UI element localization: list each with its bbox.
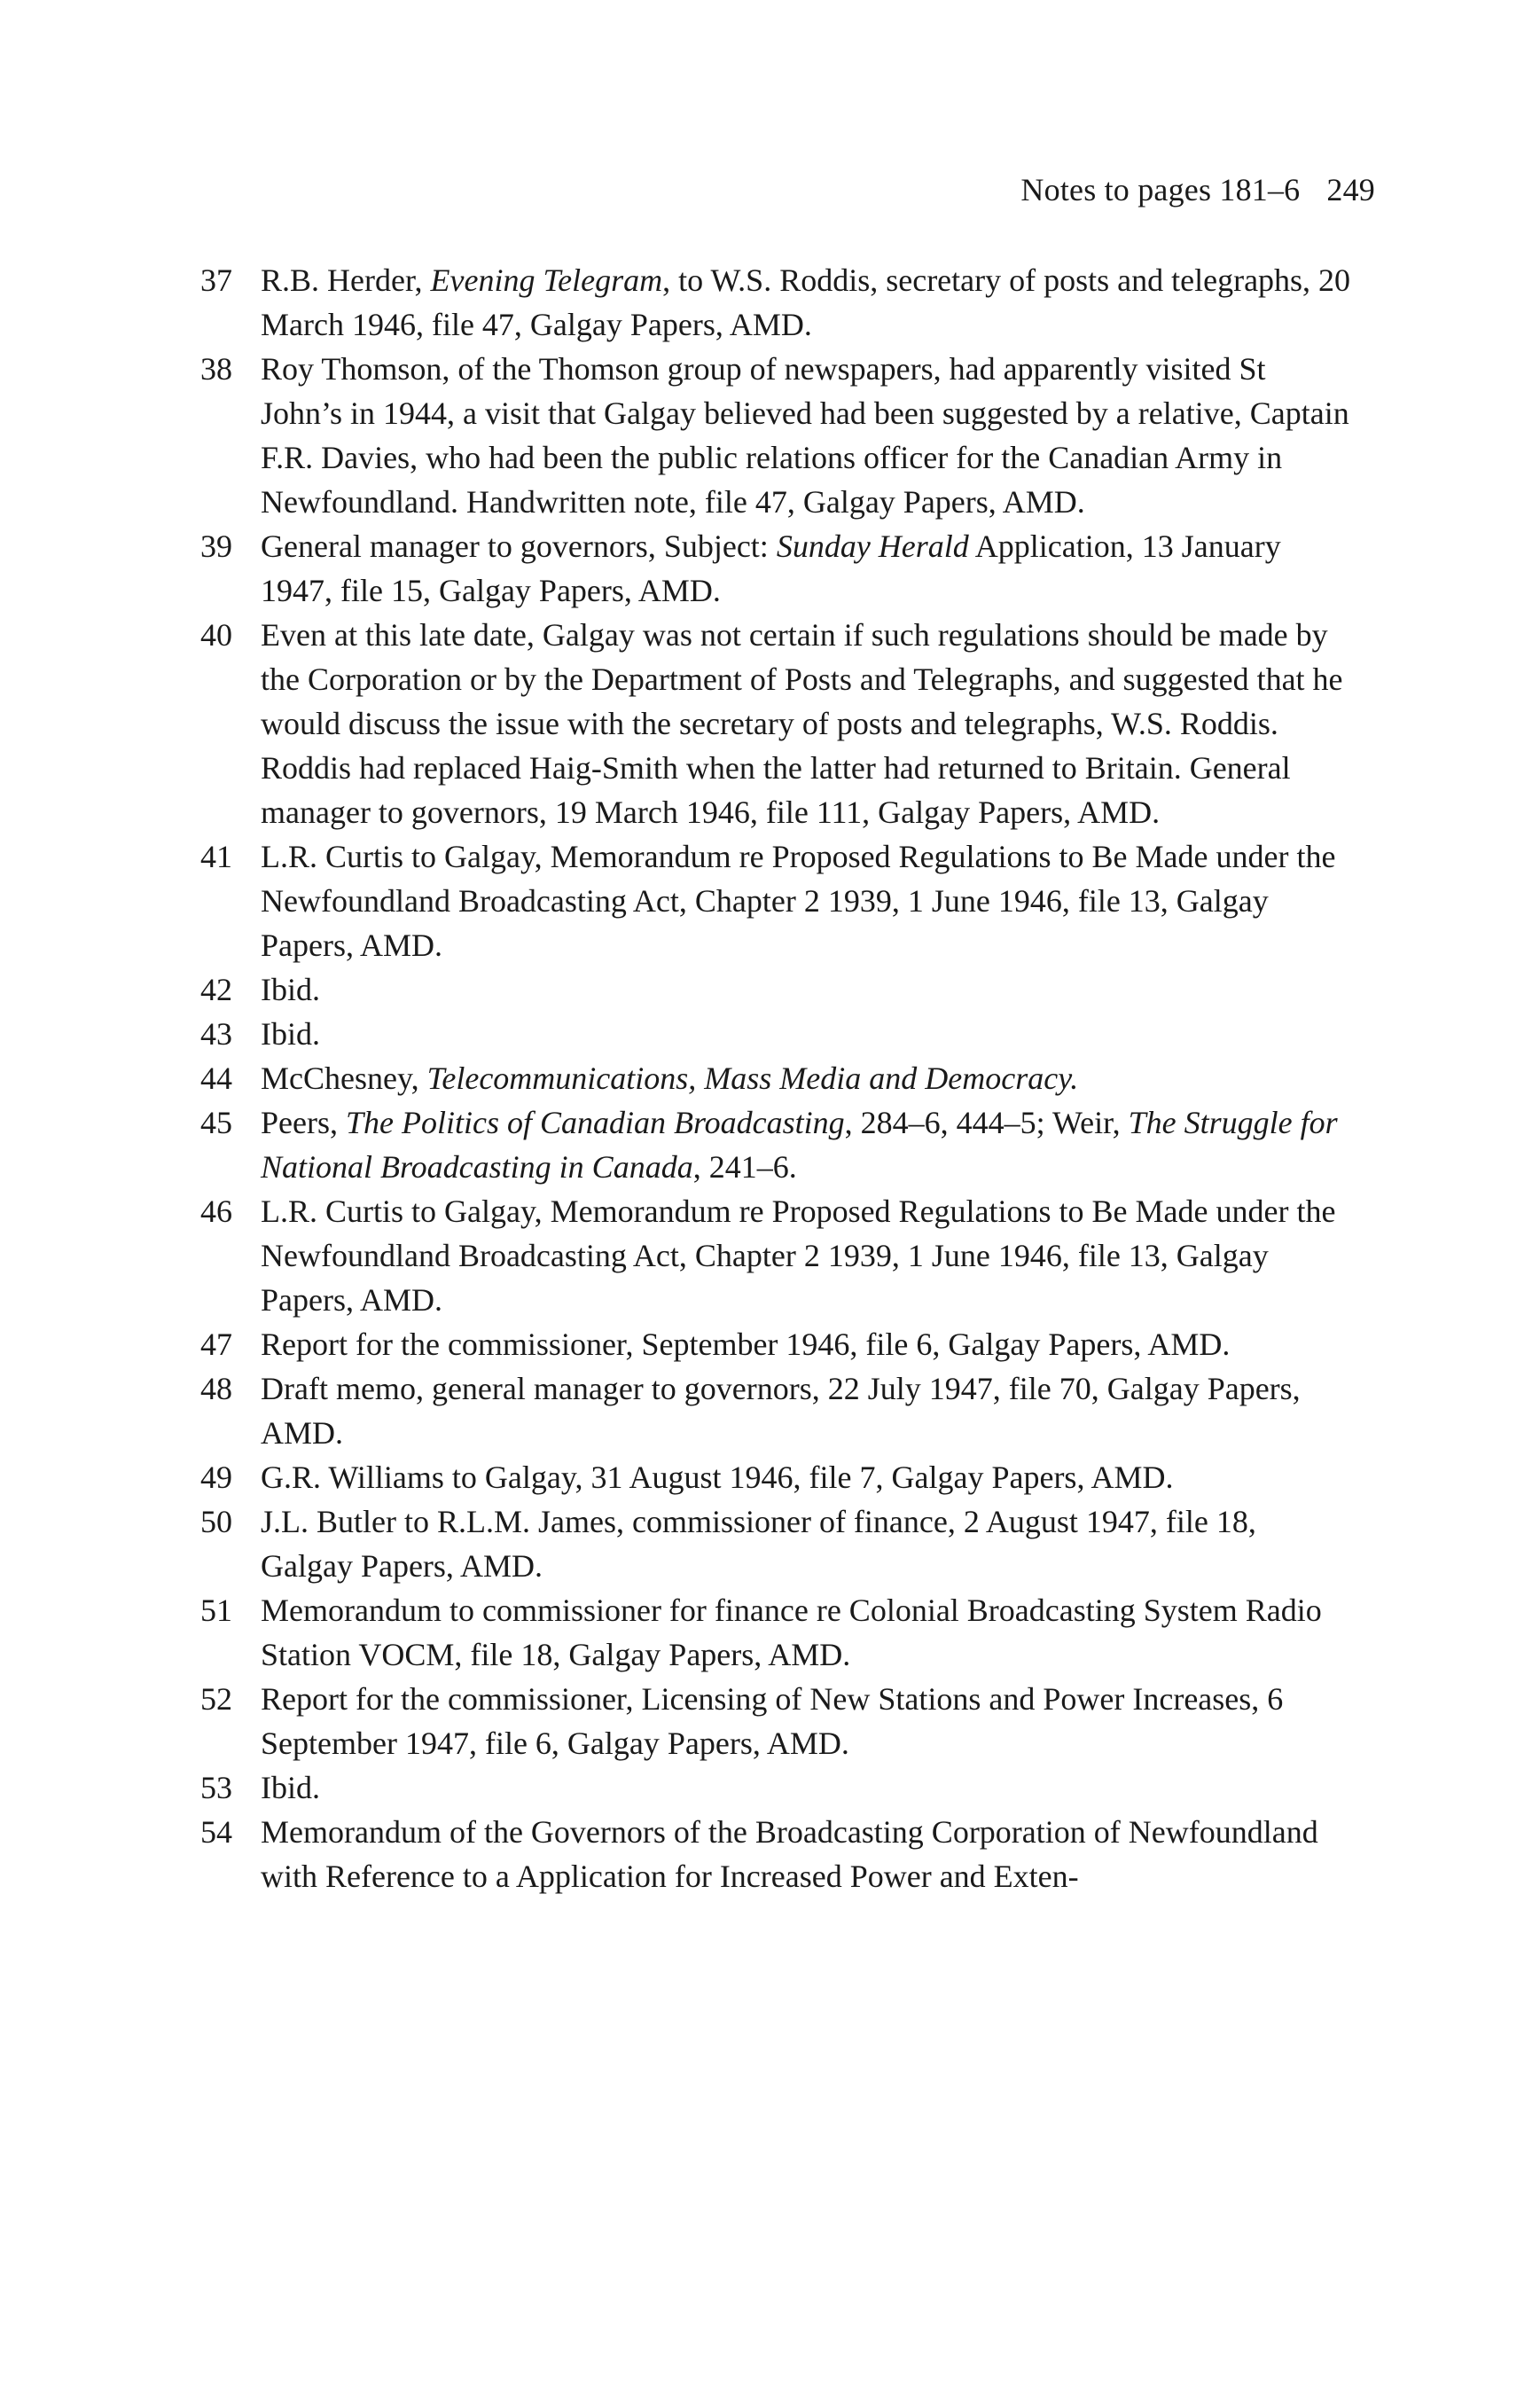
- endnote-text: [261, 1371, 1301, 1451]
- endnote-49: [200, 1455, 1353, 1499]
- endnotes-list: [200, 258, 1353, 1898]
- endnote-54: [200, 1810, 1353, 1898]
- endnote-number: 47: [200, 1327, 232, 1362]
- endnote-number: 44: [200, 1060, 232, 1096]
- note-text-segment: Even at this late date, Galgay was not certain if such regulations should be made by the Corporation or by the Department of Posts and Telegraphs, and suggested that he would discuss the issue with the secretary of posts and telegraphs, W.S. Roddis. Roddis had replaced Haig-Smith when the latter had returned to Britain. General manager to governors, 19 March 1946, file 111, Galgay Papers, AMD.: [261, 617, 1343, 830]
- endnote-52: [200, 1677, 1353, 1765]
- endnote-text: [261, 262, 1350, 342]
- note-text-segment: Memorandum of the Governors of the Broadcasting Corporation of Newfoundland with Reference to a Application for Increased Power and Exten-: [261, 1814, 1318, 1894]
- endnote-48: [200, 1366, 1353, 1455]
- note-text-segment: L.R. Curtis to Galgay, Memorandum re Proposed Regulations to Be Made under the Newfoundland Broadcasting Act, Chapter 2 1939, 1 June 1946, file 13, Galgay Papers, AMD.: [261, 1194, 1336, 1318]
- endnote-text: [261, 1593, 1322, 1672]
- note-text-segment: Ibid.: [261, 1016, 320, 1052]
- endnote-text: [261, 839, 1335, 963]
- running-head-title: Notes to pages 181–6: [1020, 172, 1301, 207]
- page-number: 249: [1326, 172, 1375, 207]
- endnote-number: 42: [200, 972, 232, 1007]
- endnote-number: 40: [200, 617, 232, 653]
- endnote-42: [200, 967, 1353, 1012]
- endnote-text: [261, 528, 1281, 608]
- italic-title: Telecommunications, Mass Media and Democracy.: [426, 1060, 1079, 1096]
- note-text-segment: Report for the commissioner, September 1946, file 6, Galgay Papers, AMD.: [261, 1327, 1231, 1362]
- endnote-51: [200, 1588, 1353, 1677]
- note-text-segment: Draft memo, general manager to governors, 22 July 1947, file 70, Galgay Papers, AMD.: [261, 1371, 1301, 1451]
- endnote-number: 50: [200, 1504, 232, 1539]
- endnote-text: [261, 1016, 320, 1052]
- endnote-44: [200, 1056, 1353, 1100]
- italic-title: Evening Telegram: [430, 262, 663, 298]
- endnote-45: [200, 1100, 1353, 1189]
- endnote-text: [261, 1105, 1338, 1185]
- endnote-53: [200, 1765, 1353, 1810]
- endnote-text: [261, 1060, 1078, 1096]
- endnote-text: [261, 1194, 1335, 1318]
- endnote-number: 48: [200, 1371, 232, 1406]
- endnote-number: 41: [200, 839, 232, 874]
- endnote-text: [261, 1460, 1173, 1495]
- italic-title: The Struggle for National Broadcasting in Canada: [261, 1105, 1338, 1185]
- endnote-text: [261, 1681, 1283, 1761]
- endnote-number: 39: [200, 528, 232, 564]
- note-text-segment: Report for the commissioner, Licensing of New Stations and Power Increases, 6 September 1947, file 6, Galgay Papers, AMD.: [261, 1681, 1284, 1761]
- endnote-number: 52: [200, 1681, 232, 1717]
- endnote-46: [200, 1189, 1353, 1322]
- endnote-number: 43: [200, 1016, 232, 1052]
- endnote-37: [200, 258, 1353, 347]
- note-text-segment: , 241–6.: [692, 1149, 797, 1185]
- italic-title: Sunday Herald: [776, 528, 969, 564]
- note-text-segment: Ibid.: [261, 1770, 320, 1805]
- note-text-segment: General manager to governors, Subject:: [261, 528, 777, 564]
- note-text-segment: L.R. Curtis to Galgay, Memorandum re Proposed Regulations to Be Made under the Newfoundland Broadcasting Act, Chapter 2 1939, 1 June 1946, file 13, Galgay Papers, AMD.: [261, 839, 1336, 963]
- endnote-number: 51: [200, 1593, 232, 1628]
- note-text-segment: G.R. Williams to Galgay, 31 August 1946, file 7, Galgay Papers, AMD.: [261, 1460, 1174, 1495]
- endnote-text: [261, 351, 1349, 520]
- italic-title: The Politics of Canadian Broadcasting: [345, 1105, 845, 1140]
- endnote-41: [200, 834, 1353, 967]
- note-text-segment: J.L. Butler to R.L.M. James, commissioner of finance, 2 August 1947, file 18, Galgay Papers, AMD.: [261, 1504, 1256, 1584]
- endnote-40: [200, 613, 1353, 834]
- note-text-segment: , 284–6, 444–5; Weir,: [844, 1105, 1129, 1140]
- note-text-segment: McChesney,: [261, 1060, 427, 1096]
- endnote-text: [261, 1814, 1318, 1894]
- note-text-segment: Application, 13 January 1947, file 15, Galgay Papers, AMD.: [261, 528, 1281, 608]
- note-text-segment: Memorandum to commissioner for finance re Colonial Broadcasting System Radio Station VOCM, file 18, Galgay Papers, AMD.: [261, 1593, 1322, 1672]
- note-text-segment: Ibid.: [261, 972, 320, 1007]
- note-text-segment: R.B. Herder,: [261, 262, 431, 298]
- endnote-text: [261, 1504, 1256, 1584]
- endnote-text: [261, 972, 320, 1007]
- endnote-50: [200, 1499, 1353, 1588]
- endnote-39: [200, 524, 1353, 613]
- note-text-segment: Peers,: [261, 1105, 346, 1140]
- endnote-number: 37: [200, 262, 232, 298]
- endnote-text: [261, 617, 1343, 830]
- running-head: [1020, 170, 1375, 209]
- endnote-number: 45: [200, 1105, 232, 1140]
- endnote-number: 49: [200, 1460, 232, 1495]
- note-text-segment: , to W.S. Roddis, secretary of posts and telegraphs, 20 March 1946, file 47, Galgay Papers, AMD.: [261, 262, 1351, 342]
- note-text-segment: Roy Thomson, of the Thomson group of newspapers, had apparently visited St John’s in 1944, a visit that Galgay believed had been suggested by a relative, Captain F.R. Davies, who had been the public relations officer for the Canadian Army in Newfoundland. Handwritten note, file 47, Galgay Papers, AMD.: [261, 351, 1349, 520]
- endnote-number: 38: [200, 351, 232, 387]
- endnote-number: 54: [200, 1814, 232, 1850]
- endnote-47: [200, 1322, 1353, 1366]
- endnote-43: [200, 1012, 1353, 1056]
- endnote-text: [261, 1327, 1230, 1362]
- endnote-text: [261, 1770, 320, 1805]
- endnote-number: 53: [200, 1770, 232, 1805]
- endnote-38: [200, 347, 1353, 524]
- endnote-number: 46: [200, 1194, 232, 1229]
